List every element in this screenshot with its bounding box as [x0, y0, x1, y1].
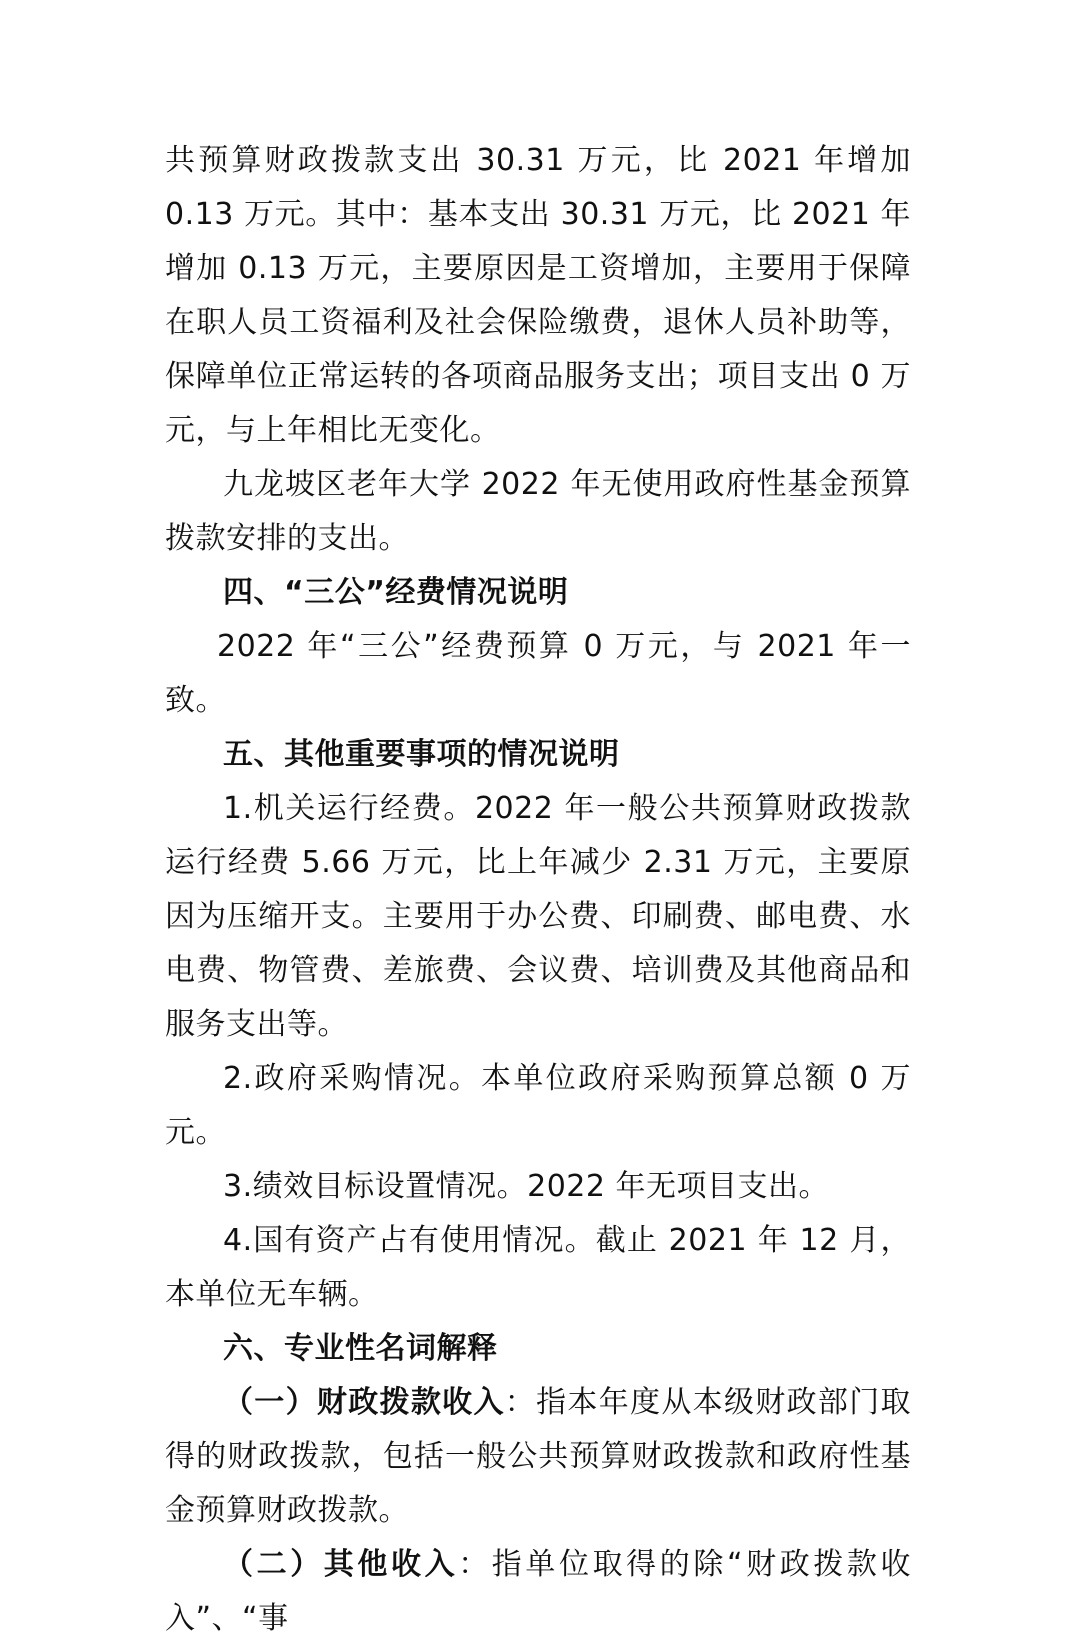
paragraph-state-assets: 4.国有资产占有使用情况。截止 2021 年 12 月，本单位无车辆。	[165, 1223, 911, 1312]
heading-section-six: 六、专业性名词解释	[223, 1331, 498, 1366]
paragraph-performance-targets: 3.绩效目标设置情况。2022 年无项目支出。	[223, 1169, 830, 1204]
paragraph-fund-budget: 九龙坡区老年大学 2022 年无使用政府性基金预算拨款安排的支出。	[165, 467, 911, 556]
heading-section-five: 五、其他重要事项的情况说明	[223, 737, 620, 772]
paragraph-term-fiscal-income	[165, 1376, 911, 1538]
paragraph-expenditure-summary: 共预算财政拨款支出 30.31 万元，比 2021 年增加 0.13 万元。其中：基本支出 30.31 万元，比 2021 年增加 0.13 万元，主要原因是工资增加，主要用于保障在职人员工资福利及社会保险缴费，退休人员补助等，保障单位正常运转的各项商品服务支出；项目支出 0 万元，与上年相比无变化。	[165, 143, 911, 448]
paragraph-government-procurement: 2.政府采购情况。本单位政府采购预算总额 0 万元。	[165, 1061, 911, 1150]
term-other-income-definition: ：指单位取得的除“财政拨款收入”、“事	[165, 1547, 911, 1636]
paragraph-three-public-expenses: 2022 年“三公”经费预算 0 万元，与 2021 年一致。	[165, 629, 911, 718]
document-page	[165, 134, 911, 1646]
term-other-income: （二）其他收入	[223, 1547, 459, 1582]
term-fiscal-income-definition: ：指本年度从本级财政部门取得的财政拨款，包括一般公共预算财政拨款和政府性基金预算财政拨款。	[165, 1385, 912, 1528]
paragraph-operating-expenses: 1.机关运行经费。2022 年一般公共预算财政拨款运行经费 5.66 万元，比上年减少 2.31 万元，主要原因为压缩开支。主要用于办公费、印刷费、邮电费、水电费、物管费、差旅费、会议费、培训费及其他商品和服务支出等。	[165, 791, 911, 1042]
term-fiscal-income: （一）财政拨款收入	[223, 1385, 505, 1420]
paragraph-term-other-income	[165, 1538, 911, 1646]
heading-section-four: 四、“三公”经费情况说明	[223, 575, 569, 610]
